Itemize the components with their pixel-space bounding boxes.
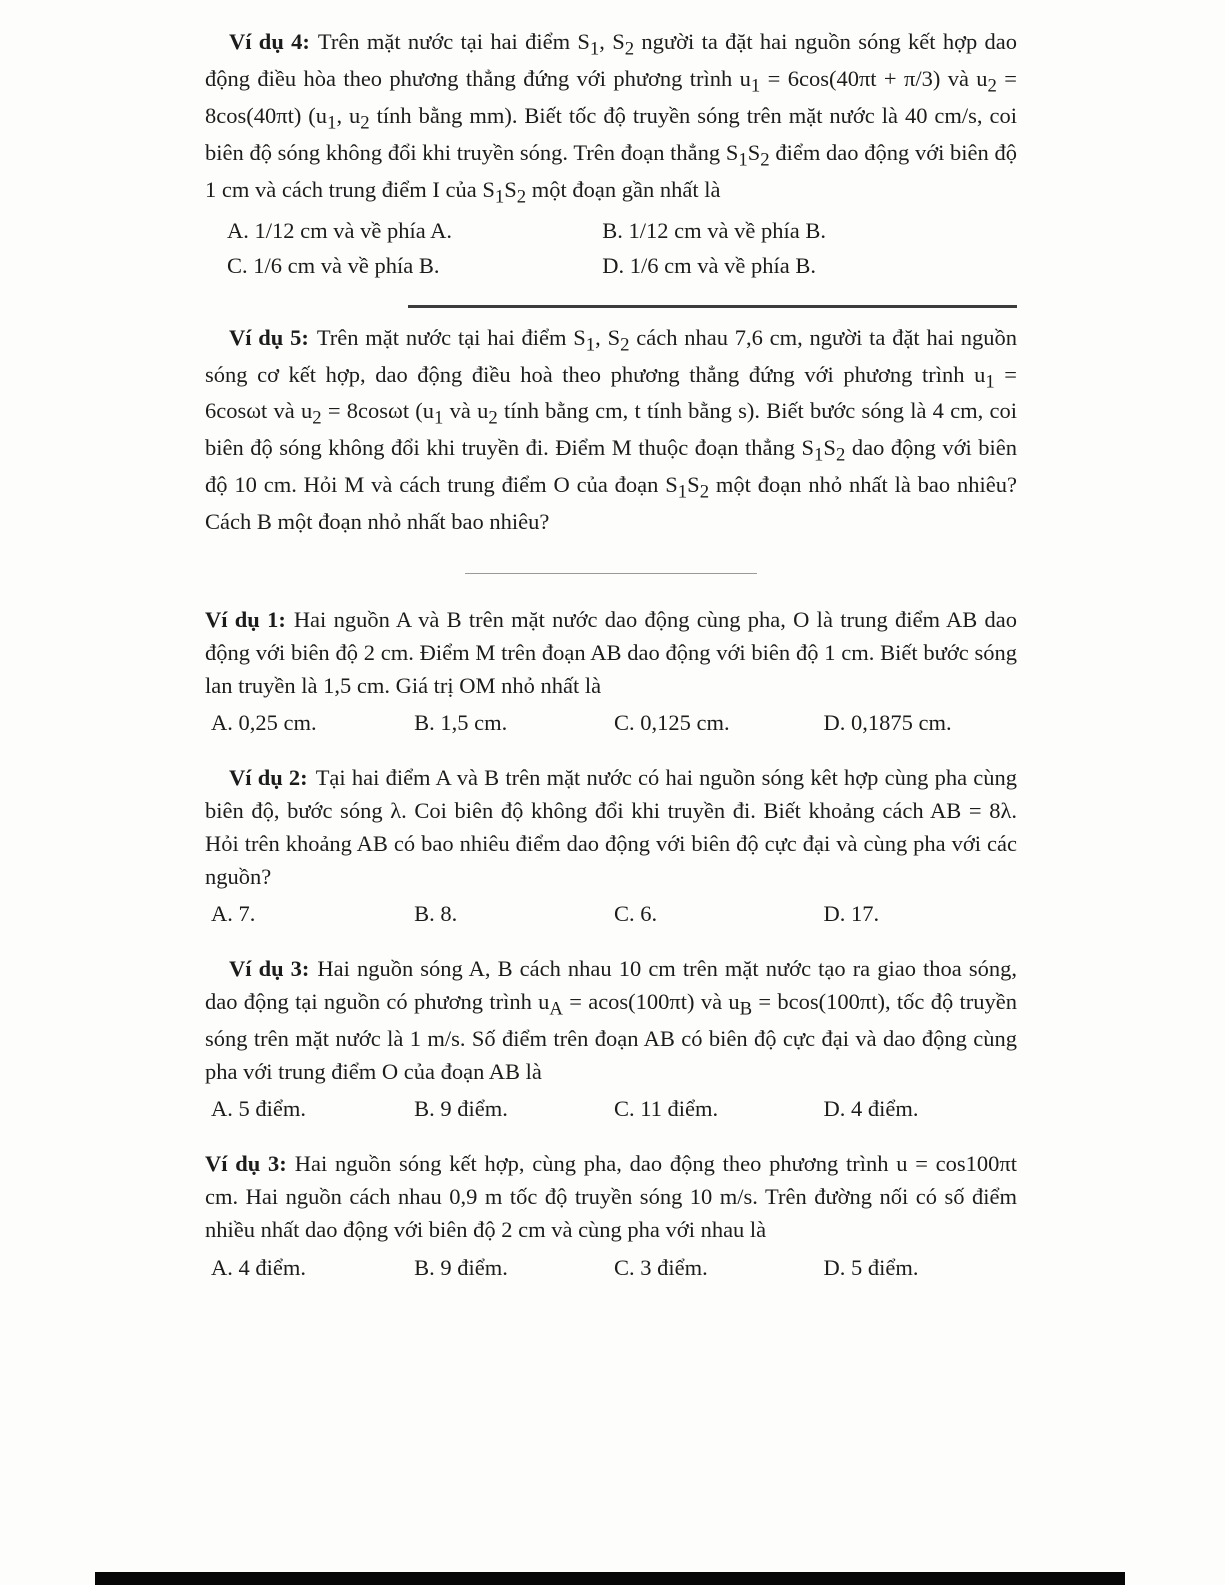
answer-option-d: D. 4 điểm. [823, 1096, 919, 1122]
section-divider-line [465, 573, 757, 574]
answer-option-d: D. 17. [823, 901, 880, 927]
problem-vd3a [205, 953, 1017, 1126]
problem-vd4-label: Ví dụ 4: [229, 29, 310, 54]
answer-option-c: C. 1/6 cm và về phía B. [227, 253, 440, 278]
problem-vd1-body: Hai nguồn A và B trên mặt nước dao động cùng pha, O là trung điểm AB dao động với biên độ 2 cm. Điểm M trên đoạn AB dao động với biên độ 1 cm. Biết bước sóng lan truyền là 1,5 cm. Giá trị OM nhỏ nhất là [205, 606, 1017, 698]
answer-option-a: A. 1/12 cm và về phía A. [227, 218, 452, 244]
problem-vd1 [205, 604, 1017, 740]
problem-vd3b [205, 1148, 1017, 1284]
answer-option-b: B. 1/12 cm và về phía B. [602, 218, 826, 244]
answer-option-b: B. 1,5 cm. [414, 710, 508, 736]
problem-vd3b-label: Ví dụ 3: [205, 1151, 287, 1177]
answer-option-c: C. 6. [613, 901, 658, 927]
answer-option-b: B. 9 điểm. [414, 1254, 508, 1280]
problem-vd1-answers [205, 707, 1017, 740]
problem-vd3b-paragraph [205, 1148, 1017, 1247]
problem-vd4 [205, 26, 1017, 283]
problem-vd2 [205, 762, 1017, 931]
problem-vd2-body: Tại hai điểm A và B trên mặt nước có hai nguồn sóng kêt hợp cùng pha cùng biên độ, bước sóng λ. Coi biên độ không đổi khi truyền đi. Biết khoảng cách AB = 8λ. Hỏi trên khoảng AB có bao nhiêu điểm dao động với biên độ cực đại và cùng pha với các nguồn? [205, 765, 1017, 889]
problem-vd4-paragraph [205, 26, 1017, 210]
answer-option-d: D. 1/6 cm và về phía B. [602, 253, 816, 278]
answer-option-c: C. 11 điểm. [613, 1096, 719, 1122]
document-content [205, 26, 1017, 1306]
problem-vd3a-body: Hai nguồn sóng A, B cách nhau 10 cm trên mặt nước tạo ra giao thoa sóng, dao động tại nguồn có phương trình $u_A = acos(100\pi t)$ và $u_B = bcos(100\pi t)$, tốc độ truyền sóng trên mặt nước là 1 m/s. Số điểm trên đoạn AB có biên độ cực đại và dao động cùng pha với trung điểm O của đoạn AB là [205, 956, 1017, 1084]
answer-option-a: A. 4 điểm. [211, 1254, 306, 1280]
answer-option-b: B. 8. [414, 901, 458, 927]
problem-vd2-label: Ví dụ 2: [229, 765, 308, 790]
answer-option-c: C. 3 điểm. [613, 1254, 708, 1280]
problem-vd5-label: Ví dụ 5: [229, 324, 309, 350]
answer-option-a: A. 0,25 cm. [211, 710, 317, 736]
answer-option-a: A. 5 điểm. [211, 1096, 306, 1122]
problem-vd5 [205, 322, 1017, 539]
problem-vd2-answers [205, 898, 1017, 931]
problem-vd5-paragraph [205, 322, 1017, 539]
answer-option-d: D. 5 điểm. [823, 1254, 919, 1280]
problem-vd3a-label: Ví dụ 3: [229, 956, 310, 981]
problem-vd4-body: Trên mặt nước tại hai điểm $S_1$, $S_2$ người ta đặt hai nguồn sóng kết hợp dao động điều hòa theo phương thẳng đứng với phương trình $u_1 = 6\cos(40\pi t + \pi/3)$ và $u_2 = 8\cos(40\pi t)$ ($u_1$, $u_2$ tính bằng mm). Biết tốc độ truyền sóng trên mặt nước là 40 cm/s, coi biên độ sóng không đổi khi truyền sóng. Trên đoạn thẳng $S_1S_2$ điểm dao động với biên độ 1 cm và cách trung điểm I của $S_1S_2$ một đoạn gần nhất là [205, 29, 1018, 207]
problem-vd1-paragraph [205, 604, 1017, 703]
problem-vd3b-answers [205, 1252, 1017, 1285]
scan-edge-bar [95, 1572, 1125, 1585]
problem-vd3a-paragraph [205, 953, 1017, 1088]
problem-vd3a-answers [205, 1093, 1017, 1126]
answer-option-c: C. 0,125 cm. [613, 710, 730, 736]
problem-vd1-label: Ví dụ 1: [205, 606, 286, 632]
problem-vd4-answers [205, 215, 1017, 282]
problem-vd2-paragraph [205, 762, 1017, 893]
horizontal-rule [408, 305, 1017, 308]
answer-option-d: D. 0,1875 cm. [823, 710, 952, 736]
answer-option-b: B. 9 điểm. [414, 1096, 508, 1122]
answer-option-a: A. 7. [211, 901, 256, 927]
problem-vd5-body: Trên mặt nước tại hai điểm $S_1$, $S_2$ cách nhau 7,6 cm, người ta đặt hai nguồn sóng cơ kết hợp, dao động điều hoà theo phương thẳng đứng với phương trình $u_1 = 6\cos\omega t$ và $u_2 = 8\cos\omega t$ ($u_1$ và $u_2$ tính bằng cm, t tính bằng s). Biết bước sóng là 4 cm, coi biên độ sóng không đổi khi truyền đi. Điểm M thuộc đoạn thẳng $S_1S_2$ dao động với biên độ 10 cm. Hỏi M và cách trung điểm O của đoạn $S_1S_2$ một đoạn nhỏ nhất là bao nhiêu? Cách B một đoạn nhỏ nhất bao nhiêu? [205, 324, 1018, 534]
problem-vd3b-body: Hai nguồn sóng kết hợp, cùng pha, dao động theo phương trình u = cos100πt cm. Hai nguồn cách nhau 0,9 m tốc độ truyền sóng 10 m/s. Trên đường nối có số điểm nhiều nhất dao động với biên độ 2 cm và cùng pha với nhau là [205, 1151, 1017, 1242]
